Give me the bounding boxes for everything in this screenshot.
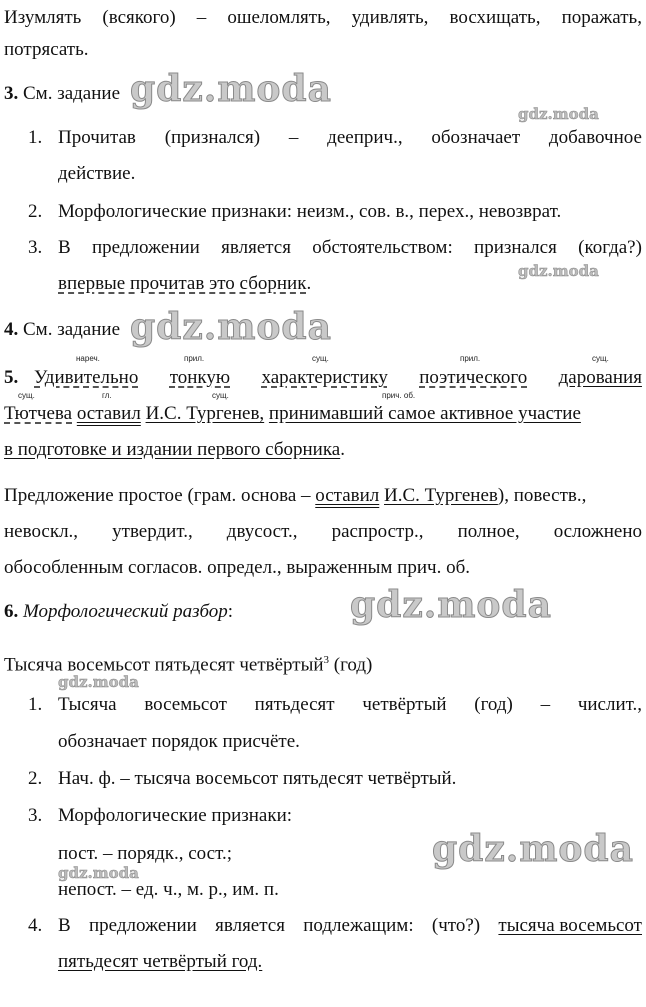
list-item-6-4-cont: пятьдесят четвёртый год. [58,951,263,972]
list-item-6-1-cont: обозначает порядок присчёте. [58,731,300,752]
list-item-6-3: Морфологические признаки: [58,805,293,826]
list-number: 1. [28,127,43,148]
pos-label: нареч. [76,354,100,363]
watermark-logo: gdz.moda [518,105,599,123]
list-item-3-1-cont: действие. [58,163,136,184]
pos-label: прил. [460,354,481,363]
word: Изумлять [4,7,82,28]
word: ошеломлять, [227,7,331,28]
list-item-6-3-sub1: пост. – порядк., сост.; [58,843,232,864]
section-5-number: 5. [4,367,19,388]
word: удивлять, [351,7,429,28]
watermark-logo: gdz.moda [350,584,552,626]
pos-label: сущ. [312,354,329,363]
list-number: 4. [28,915,43,936]
list-number: 1. [28,694,43,715]
intro-line-1 [4,6,642,30]
watermark-logo: gdz.moda [58,673,139,691]
pos-label: гл. [102,391,112,400]
watermark-logo: gdz.moda [432,828,634,870]
list-item-3-2: Морфологические признаки: неизм., сов. в., перех., невозврат. [58,201,562,222]
watermark-logo: gdz.moda [58,864,139,882]
list-number: 3. [28,805,43,826]
watermark-logo: gdz.moda [130,306,332,348]
list-item-6-1: Тысяча восемьсот пятьдесят четвёртый (год) – числит., [58,694,642,715]
word: (всякого) [102,7,176,28]
word: – [196,7,207,28]
analysis-line-1: Предложение простое (грам. основа – оставил И.С. Тургенев), повеств., [4,485,587,506]
word: восхищать, [449,7,541,28]
list-item-6-4: В предложении является подлежащим: (что?) тысяча восемьсот [58,915,642,936]
list-item-6-3-sub2: непост. – ед. ч., м. р., им. п. [58,879,279,900]
list-number: 3. [28,237,43,258]
section-3-heading: 3. См. задание [4,83,121,104]
pos-label: прич. об. [382,391,416,400]
pos-label: сущ. [18,391,35,400]
section-5-line-1: Удивительно тонкую характеристику поэтического дарования [34,367,642,388]
section-5-line-3: в подготовке и издании первого сборника. [4,439,345,460]
list-number: 2. [28,201,43,222]
pos-label: сущ. [212,391,229,400]
pos-label: прил. [184,354,205,363]
analysis-line-2: невоскл., утвердит., двусост., распростр., полное, осложнено [4,521,642,542]
list-item-3-1: Прочитав (признался) – дееприч., обозначает добавочное [58,127,642,148]
watermark-logo: gdz.moda [518,262,599,280]
list-item-3-3: В предложении является обстоятельством: признался (когда?) [58,237,642,258]
pos-label: сущ. [592,354,609,363]
list-item-3-3-cont: впервые прочитав это сборник. [58,273,312,294]
section-6-heading: 6. Морфологический разбор: [4,601,234,622]
word: поражать, [561,7,642,28]
section-5-line-2: Тютчева оставил И.С. Тургенев, принимавший самое активное участие [4,403,581,424]
intro-line-2: потрясать. [4,39,89,60]
watermark-logo: gdz.moda [130,68,332,110]
analysis-phrase: Тысяча восемьсот пятьдесят четвёртый$^3$ (год) [4,654,373,676]
list-number: 2. [28,768,43,789]
analysis-line-3: обособленным согласов. определ., выраженным прич. об. [4,557,470,578]
section-4-heading: 4. См. задание [4,319,121,340]
list-item-6-2: Нач. ф. – тысяча восемьсот пятьдесят четвёртый. [58,768,457,789]
